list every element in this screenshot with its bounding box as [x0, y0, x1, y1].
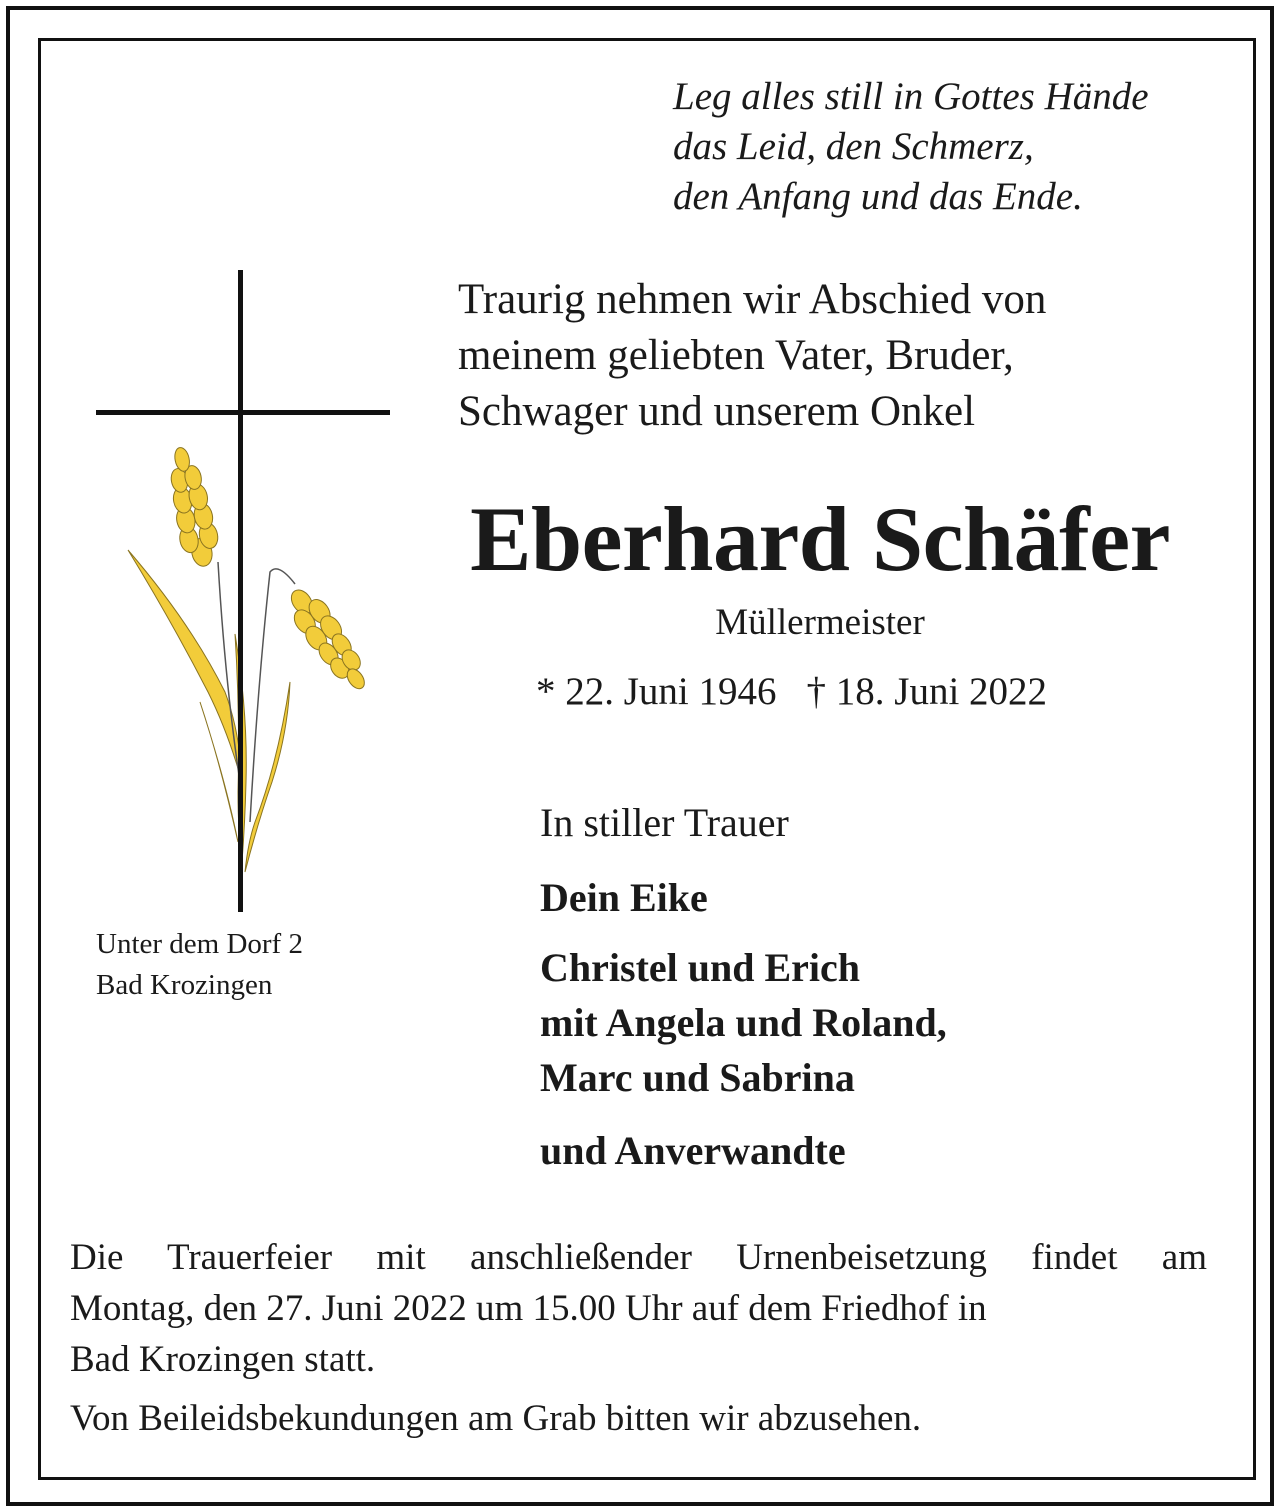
- deceased-name: Eberhard Schäfer: [470, 488, 1170, 590]
- motto-line: das Leid, den Schmerz,: [673, 125, 1034, 168]
- mourner-name: Dein Eike: [540, 875, 708, 920]
- mourner-name: mit Angela und Roland,: [540, 1000, 947, 1045]
- intro-line: Traurig nehmen wir Abschied von: [458, 276, 1047, 323]
- intro-line: Schwager und unserem Onkel: [458, 388, 976, 435]
- intro-line: meinem geliebten Vater, Bruder,: [458, 332, 1014, 379]
- motto-line: Leg alles still in Gottes Hände: [673, 75, 1149, 118]
- address-street: Unter dem Dorf 2: [96, 928, 303, 960]
- wheat-leaf: [128, 550, 242, 782]
- mourner-name: und Anverwandte: [540, 1128, 846, 1173]
- mourner-name: Marc und Sabrina: [540, 1055, 855, 1100]
- death-date: † 18. Juni 2022: [806, 670, 1048, 713]
- mourner-group: [540, 1123, 846, 1178]
- cross-with-wheat-icon: [90, 262, 400, 918]
- birth-date: * 22. Juni 1946: [536, 670, 777, 713]
- deceased-profession: Müllermeister: [715, 602, 925, 643]
- condolence-note: Von Beileidsbekundungen am Grab bitten wir abzusehen.: [70, 1398, 922, 1439]
- mourner-group: [540, 870, 708, 925]
- life-dates: [536, 668, 1047, 716]
- cross-horizontal-beam: [96, 410, 390, 415]
- motto-line: den Anfang und das Ende.: [673, 175, 1083, 218]
- ceremony-line: Die Trauerfeier mit anschließender Urnenbeisetzung findet am: [70, 1237, 1207, 1278]
- ceremony-line: Montag, den 27. Juni 2022 um 15.00 Uhr auf dem Friedhof in: [70, 1288, 987, 1329]
- cross-vertical-beam: [238, 270, 243, 912]
- wheat-ear-left: [161, 444, 223, 570]
- family-address: [96, 924, 303, 1006]
- wheat-ear-right: [280, 581, 377, 698]
- wheat-leaf: [245, 682, 290, 872]
- ceremony-line: Bad Krozingen statt.: [70, 1339, 376, 1380]
- motto-verse: [673, 72, 1149, 222]
- mourning-heading: In stiller Trauer: [540, 800, 789, 845]
- mourner-group: [540, 940, 947, 1105]
- farewell-intro: [458, 272, 1046, 440]
- ceremony-info: [70, 1232, 1207, 1385]
- address-city: Bad Krozingen: [96, 969, 273, 1001]
- mourner-name: Christel und Erich: [540, 945, 861, 990]
